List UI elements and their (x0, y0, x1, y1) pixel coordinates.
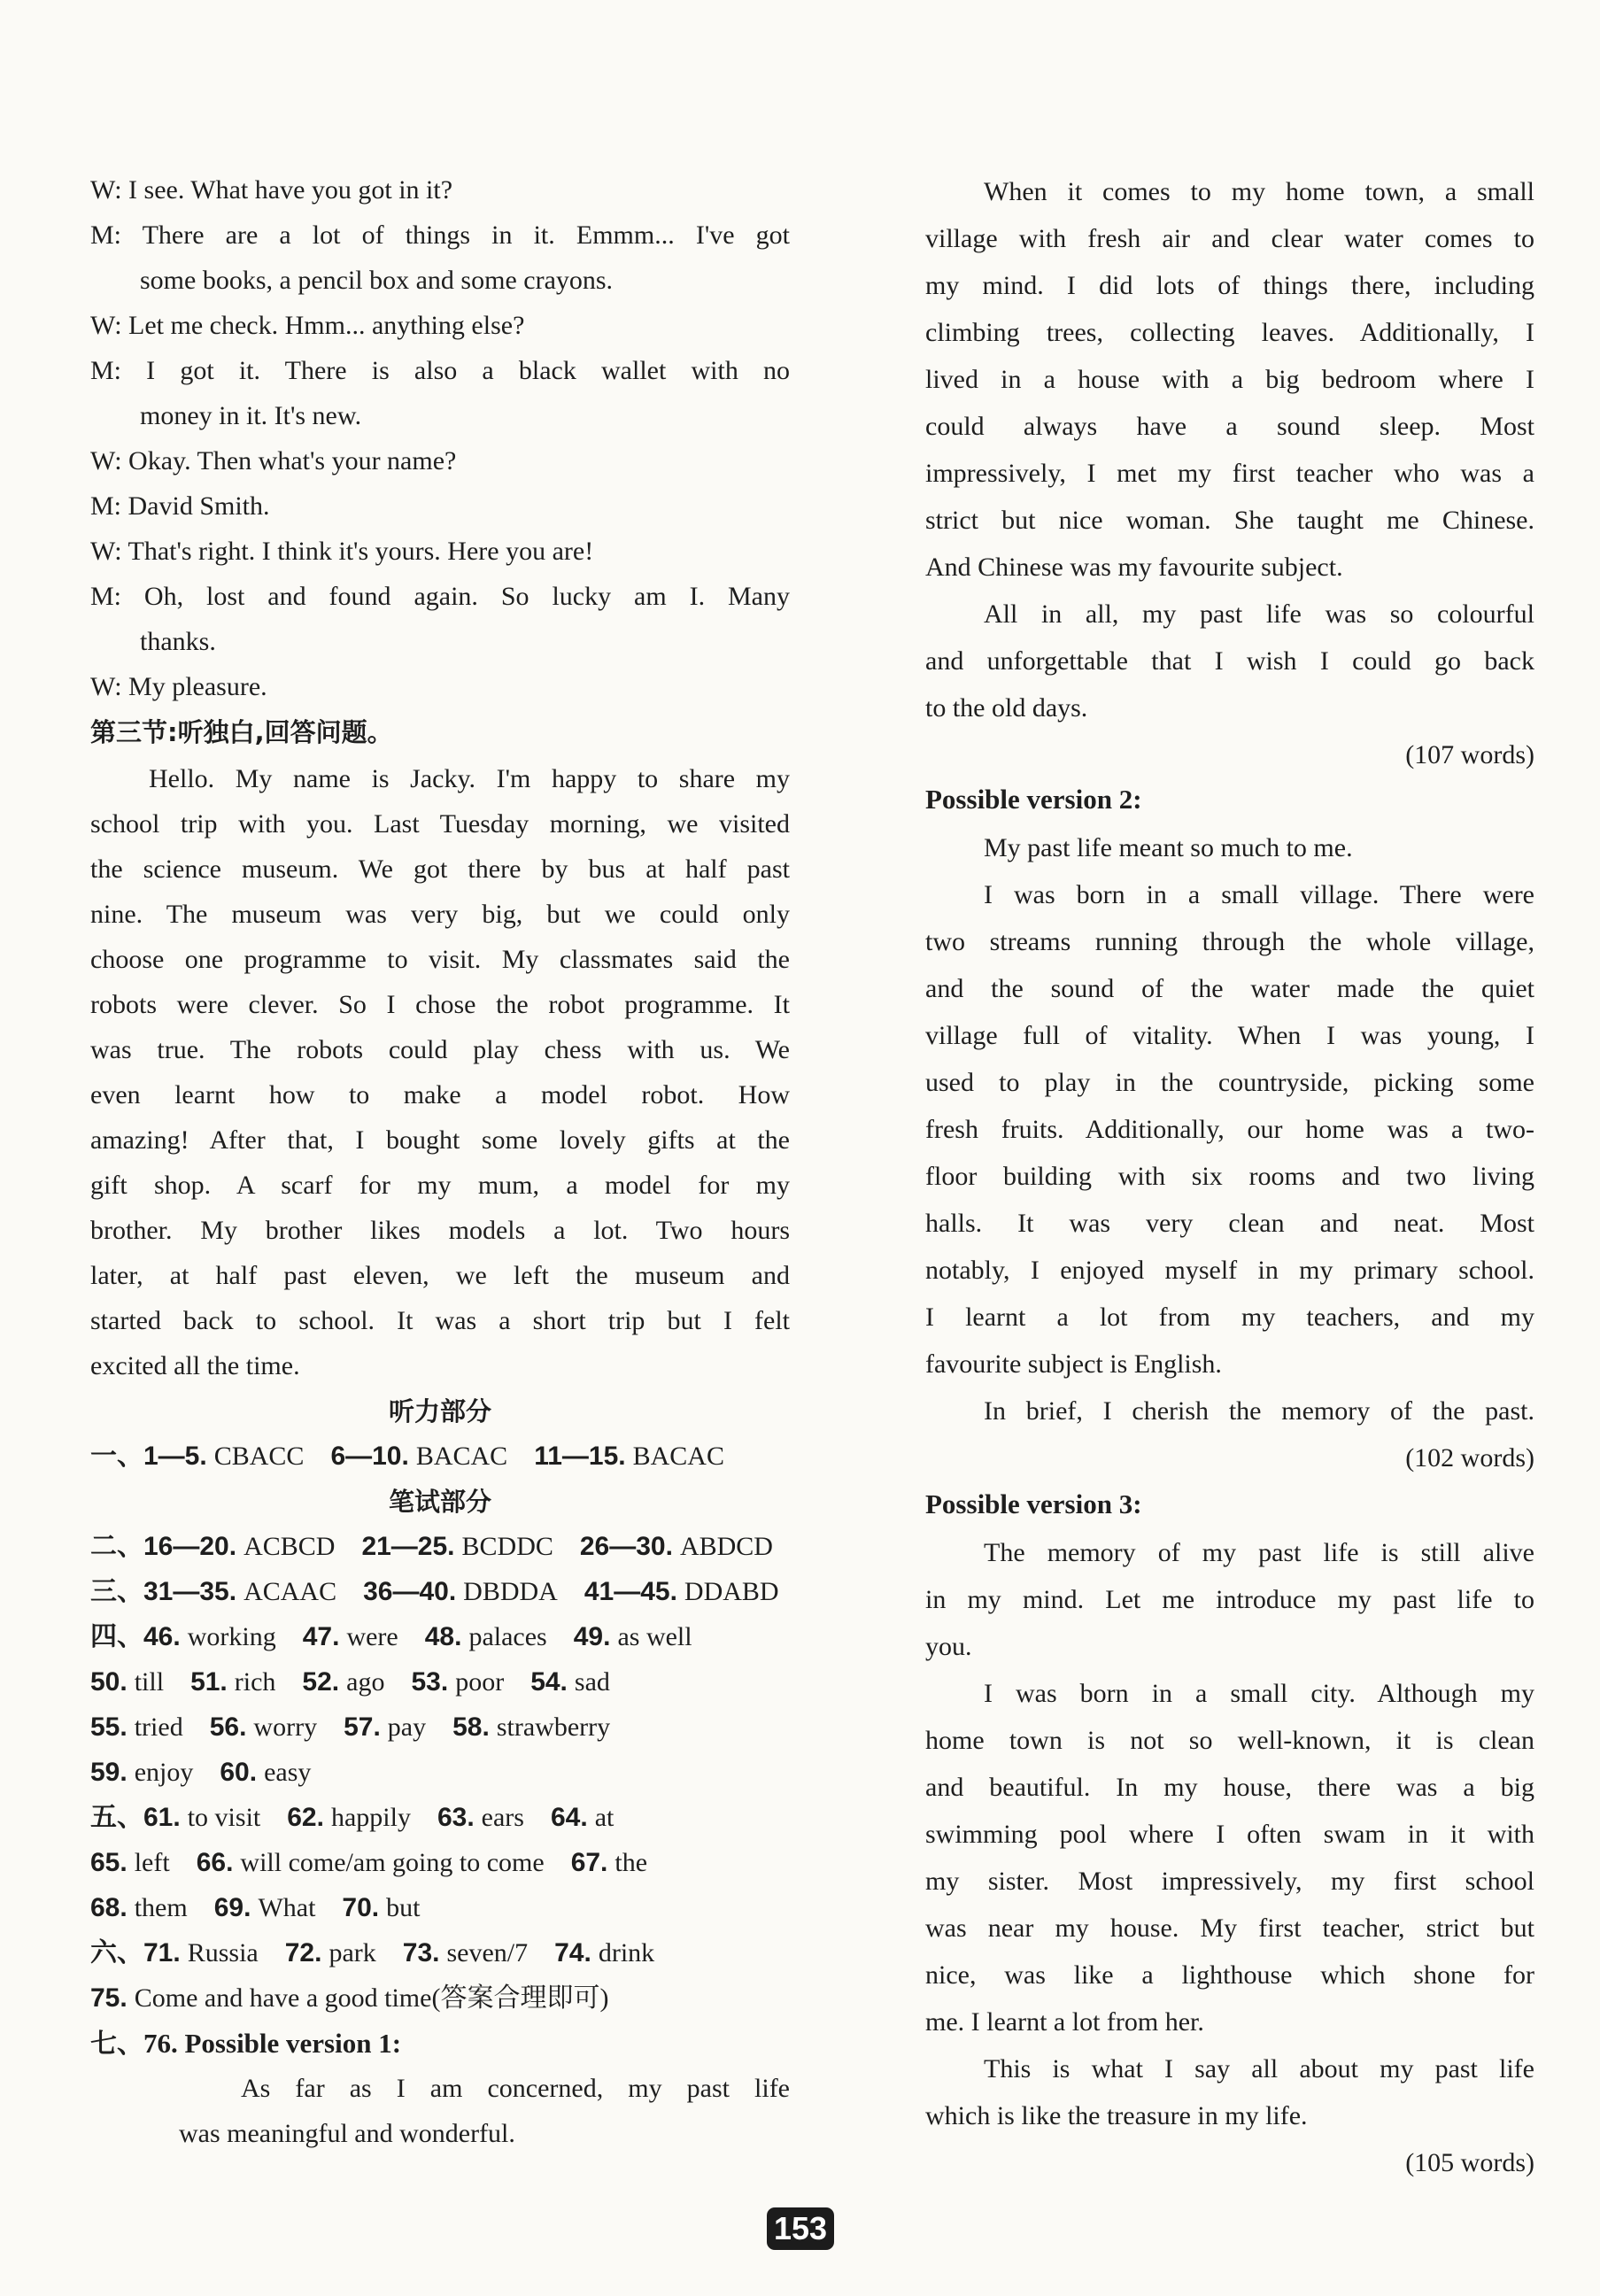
answer-text: park (329, 1938, 376, 1967)
section-number: 四、 (90, 1621, 143, 1652)
answer-item (584, 1574, 779, 1610)
essay-line: I learnt a lot from my teachers, and my (925, 1303, 1534, 1332)
essay-line: My past life meant so much to me. (984, 833, 1353, 862)
essay-line: my sister. Most impressively, my first school (925, 1867, 1534, 1896)
section3-answers-row (90, 1574, 790, 1610)
answer-text: seven/7 (446, 1938, 529, 1967)
answer-item (574, 1620, 692, 1655)
essay-line: was meaningful and wonderful. (179, 2119, 515, 2148)
essay-line: and beautiful. In my house, there was a big (925, 1773, 1534, 1802)
dialogue-line: W: My pleasure. (90, 672, 267, 701)
essay-line: When it comes to my home town, a small (984, 177, 1534, 206)
answer-item (143, 1574, 336, 1610)
answer-item (437, 1800, 524, 1836)
monologue-line: school trip with you. Last Tuesday morning, we visited (90, 809, 790, 839)
section6-answers-row (90, 1936, 790, 1971)
answer-text: happily (330, 1803, 411, 1832)
dialogue-line: M: I got it. There is also a black wallet with no (90, 356, 790, 385)
answer-item (361, 1529, 553, 1565)
section-number: 七、 (90, 2029, 143, 2060)
answer-item (90, 1665, 164, 1700)
section-number: 二、 (90, 1531, 143, 1562)
answer-number: 41—45. (584, 1577, 677, 1606)
answer-item (143, 1620, 276, 1655)
essay-line: could always have a sound sleep. Most (925, 412, 1534, 441)
answer-item (90, 1845, 170, 1881)
monologue-line: nine. The museum was very big, but we could only (90, 900, 790, 929)
answer-text: the (614, 1848, 648, 1877)
answer-item (190, 1665, 275, 1700)
dialogue-line: M: David Smith. (90, 491, 270, 521)
answer-number: 68. (90, 1893, 128, 1922)
answer-number: 48. (424, 1622, 462, 1651)
answer-number: 61. (143, 1803, 181, 1832)
answer-number: 57. (344, 1712, 381, 1742)
monologue-line: was true. The robots could play chess with us. We (90, 1035, 790, 1064)
answer-text: working (187, 1622, 276, 1651)
essay-line: climbing trees, collecting leaves. Additionally, I (925, 318, 1534, 347)
essay-line: which is like the treasure in my life. (925, 2101, 1308, 2130)
answer-item (90, 1710, 183, 1745)
answer-item (90, 1755, 193, 1790)
essay-line: As far as I am concerned, my past life (241, 2074, 790, 2103)
answer-text: ears (481, 1803, 524, 1832)
essay-line: I was born in a small city. Although my (984, 1679, 1534, 1708)
answer-text: DBDDA (463, 1577, 558, 1606)
answer-text: worry (253, 1712, 318, 1742)
word-count: (105 words) (1405, 2148, 1534, 2177)
essay-line: village with fresh air and clear water comes to (925, 224, 1534, 253)
monologue-line: the science museum. We got there by bus at half past (90, 854, 790, 884)
answer-text: easy (264, 1758, 312, 1787)
answer-item (534, 1439, 724, 1474)
monologue-line: excited all the time. (90, 1351, 300, 1380)
answer-number: 64. (550, 1803, 588, 1832)
essay-line: two streams running through the whole village, (925, 927, 1534, 956)
section-number: 六、 (90, 1937, 143, 1968)
answer-text: BACAC (415, 1442, 508, 1471)
dialogue-line: W: Let me check. Hmm... anything else? (90, 311, 525, 340)
essay-line: in my mind. Let me introduce my past life to (925, 1585, 1534, 1614)
answer-item (452, 1710, 610, 1745)
answer-text: ABDCD (679, 1532, 773, 1561)
section3-heading: 第三节:听独白,回答问题。 (90, 717, 393, 747)
essay-line: was near my house. My first teacher, strict but (925, 1913, 1534, 1943)
monologue-line: choose one programme to visit. My classmates said the (90, 945, 790, 974)
essay-line: swimming pool where I often swam in it with (925, 1820, 1534, 1849)
answer-item (554, 1936, 654, 1971)
dialogue-line: some books, a pencil box and some crayons. (140, 266, 614, 295)
answer-text: will come/am going to come (240, 1848, 545, 1877)
answer-number: 65. (90, 1848, 128, 1877)
dialogue-line: W: That's right. I think it's yours. Here you are! (90, 537, 594, 566)
possible-version-1-heading: 76. Possible version 1: (143, 2028, 402, 2059)
section7-label-row (90, 2026, 790, 2061)
answer-text: at (594, 1803, 614, 1832)
answer-item (285, 1936, 376, 1971)
answer-number: 52. (302, 1667, 340, 1697)
essay-line: halls. It was very clean and neat. Most (925, 1209, 1534, 1238)
answer-text: palaces (468, 1622, 547, 1651)
answer-number: 54. (530, 1667, 568, 1697)
section4-answers-row (90, 1620, 790, 1655)
answer-item (197, 1845, 545, 1881)
answer-text: ACBCD (243, 1532, 336, 1561)
answer-text: them (134, 1893, 188, 1922)
dialogue-line: money in it. It's new. (140, 401, 362, 430)
answer-item (363, 1574, 558, 1610)
answer-text: DDABD (684, 1577, 779, 1606)
answer-item (344, 1710, 426, 1745)
essay-line: strict but nice woman. She taught me Chinese. (925, 506, 1534, 535)
writing-section-title: 笔试部分 (388, 1487, 491, 1517)
possible-version-3-heading: Possible version 3: (925, 1488, 1142, 1519)
essay-line: And Chinese was my favourite subject. (925, 553, 1343, 582)
answer-number: 66. (196, 1848, 234, 1877)
answer-item (530, 1665, 610, 1700)
answer-text: but (386, 1893, 421, 1922)
section4-answers-row (90, 1710, 790, 1745)
answer-text: were (346, 1622, 398, 1651)
section6-answers-row (90, 1981, 790, 2016)
monologue-line: robots were clever. So I chose the robot programme. It (90, 990, 790, 1019)
answer-text: as well (617, 1622, 692, 1651)
essay-line: me. I learnt a lot from her. (925, 2007, 1204, 2037)
word-count: (107 words) (1405, 740, 1534, 769)
section4-answers-row (90, 1755, 790, 1790)
essay-line: nice, was like a lighthouse which shone for (925, 1960, 1534, 1990)
answer-number: 69. (213, 1893, 251, 1922)
essay-line: fresh fruits. Additionally, our home was a two- (925, 1115, 1534, 1144)
answer-item (214, 1890, 316, 1926)
answer-number: 51. (190, 1667, 228, 1697)
answer-text: What (258, 1893, 316, 1922)
monologue-line: amazing! After that, I bought some lovely gifts at the (90, 1125, 790, 1155)
answer-number: 70. (342, 1893, 380, 1922)
answer-text: tried (134, 1712, 183, 1742)
essay-line: I was born in a small village. There were (984, 880, 1534, 909)
answer-item (143, 1800, 260, 1836)
answer-item (210, 1710, 317, 1745)
essay-line: All in all, my past life was so colourful (984, 599, 1534, 629)
section5-answers-row (90, 1890, 790, 1926)
answer-number: 71. (143, 1938, 181, 1967)
answer-text: ACAAC (243, 1577, 337, 1606)
answer-number: 6—10. (330, 1442, 409, 1471)
monologue-line: started back to school. It was a short trip but I felt (90, 1306, 790, 1335)
answer-text: BACAC (632, 1442, 724, 1471)
answer-number: 26—30. (579, 1532, 673, 1561)
answer-text: rich (234, 1667, 276, 1697)
section5-answers-row (90, 1845, 790, 1881)
answer-item (287, 1800, 411, 1836)
essay-line: notably, I enjoyed myself in my primary school. (925, 1256, 1534, 1285)
answer-number: 55. (90, 1712, 128, 1742)
section4-answers-row (90, 1665, 790, 1700)
monologue-line: brother. My brother likes models a lot. Two hours (90, 1216, 790, 1245)
essay-line: floor building with six rooms and two living (925, 1162, 1534, 1191)
answer-text: ago (346, 1667, 385, 1697)
section-number: 五、 (90, 1802, 143, 1833)
answer-number: 31—35. (143, 1577, 237, 1606)
essay-line: In brief, I cherish the memory of the past. (984, 1396, 1534, 1426)
answer-item (342, 1890, 420, 1926)
answer-text: till (134, 1667, 165, 1697)
answer-number: 58. (452, 1712, 490, 1742)
answer-number: 56. (209, 1712, 247, 1742)
essay-line: my mind. I did lots of things there, including (925, 271, 1534, 300)
essay-line: lived in a house with a big bedroom where I (925, 365, 1534, 394)
answer-text: to visit (187, 1803, 261, 1832)
listening-answers-row (90, 1439, 790, 1474)
dialogue-line: W: Okay. Then what's your name? (90, 446, 457, 475)
answer-item (220, 1755, 311, 1790)
answer-number: 60. (220, 1758, 258, 1787)
answer-item (425, 1620, 547, 1655)
answer-number: 16—20. (143, 1532, 237, 1561)
answer-item (302, 1665, 384, 1700)
answer-item (411, 1665, 504, 1700)
monologue-line: Hello. My name is Jacky. I'm happy to share my (149, 764, 790, 793)
answer-text: pay (387, 1712, 427, 1742)
answer-item (403, 1936, 528, 1971)
answer-number: 67. (570, 1848, 608, 1877)
monologue-line: gift shop. A scarf for my mum, a model for my (90, 1171, 790, 1200)
listening-section-title: 听力部分 (388, 1396, 491, 1426)
answer-number: 53. (411, 1667, 449, 1697)
essay-line: home town is not so well-known, it is clean (925, 1726, 1534, 1755)
answer-item (330, 1439, 507, 1474)
answer-text: Come and have a good time(答案合理即可) (134, 1983, 609, 2013)
essay-line: and the sound of the water made the quiet (925, 974, 1534, 1003)
answer-item (303, 1620, 398, 1655)
answer-number: 36—40. (363, 1577, 457, 1606)
answer-number: 21—25. (361, 1532, 455, 1561)
section5-answers-row (90, 1800, 790, 1836)
essay-line: impressively, I met my first teacher who was a (925, 459, 1534, 488)
essay-line: The memory of my past life is still alive (984, 1538, 1534, 1567)
word-count: (102 words) (1405, 1443, 1534, 1473)
possible-version-2-heading: Possible version 2: (925, 784, 1142, 815)
answer-item (571, 1845, 647, 1881)
answer-item (143, 1439, 304, 1474)
answer-text: left (134, 1848, 170, 1877)
answer-text: CBACC (213, 1442, 305, 1471)
essay-line: and unforgettable that I wish I could go back (925, 646, 1534, 676)
answer-text: Russia (187, 1938, 259, 1967)
dialogue-line: W: I see. What have you got in it? (90, 175, 453, 205)
answer-number: 75. (90, 1983, 128, 2013)
answer-text: sad (574, 1667, 610, 1697)
dialogue-line: thanks. (140, 627, 216, 656)
essay-line: This is what I say all about my past life (984, 2054, 1534, 2083)
answer-number: 46. (143, 1622, 181, 1651)
answer-text: strawberry (496, 1712, 611, 1742)
answer-number: 49. (573, 1622, 611, 1651)
answer-number: 62. (287, 1803, 324, 1832)
dialogue-line: M: Oh, lost and found again. So lucky am I. Many (90, 582, 790, 611)
answer-text: drink (598, 1938, 655, 1967)
answer-number: 11—15. (534, 1442, 626, 1471)
answer-item (143, 1936, 259, 1971)
answer-item (551, 1800, 614, 1836)
essay-line: you. (925, 1632, 972, 1661)
answer-item (90, 1890, 188, 1926)
answer-number: 59. (90, 1758, 128, 1787)
answer-number: 72. (284, 1938, 322, 1967)
essay-line: to the old days. (925, 693, 1088, 723)
answer-text: enjoy (134, 1758, 194, 1787)
essay-line: used to play in the countryside, picking some (925, 1068, 1534, 1097)
answer-number: 63. (437, 1803, 475, 1832)
page-number: 153 (767, 2207, 834, 2250)
section2-answers-row (90, 1529, 790, 1565)
section-number: 一、 (90, 1441, 143, 1472)
essay-line: village full of vitality. When I was young, I (925, 1021, 1534, 1050)
answer-item (580, 1529, 773, 1565)
answer-text: poor (455, 1667, 505, 1697)
monologue-line: later, at half past eleven, we left the museum and (90, 1261, 790, 1290)
answer-number: 50. (90, 1667, 128, 1697)
answer-number: 74. (554, 1938, 591, 1967)
answer-text: BCDDC (461, 1532, 553, 1561)
answer-item (143, 1529, 335, 1565)
answer-number: 47. (302, 1622, 340, 1651)
monologue-line: even learnt how to make a model robot. How (90, 1080, 790, 1109)
section-number: 三、 (90, 1576, 143, 1607)
answer-number: 73. (402, 1938, 440, 1967)
answer-number: 1—5. (143, 1442, 207, 1471)
answer-item (90, 1981, 608, 2016)
dialogue-line: M: There are a lot of things in it. Emmm... I've got (90, 220, 790, 250)
essay-line: favourite subject is English. (925, 1349, 1222, 1379)
